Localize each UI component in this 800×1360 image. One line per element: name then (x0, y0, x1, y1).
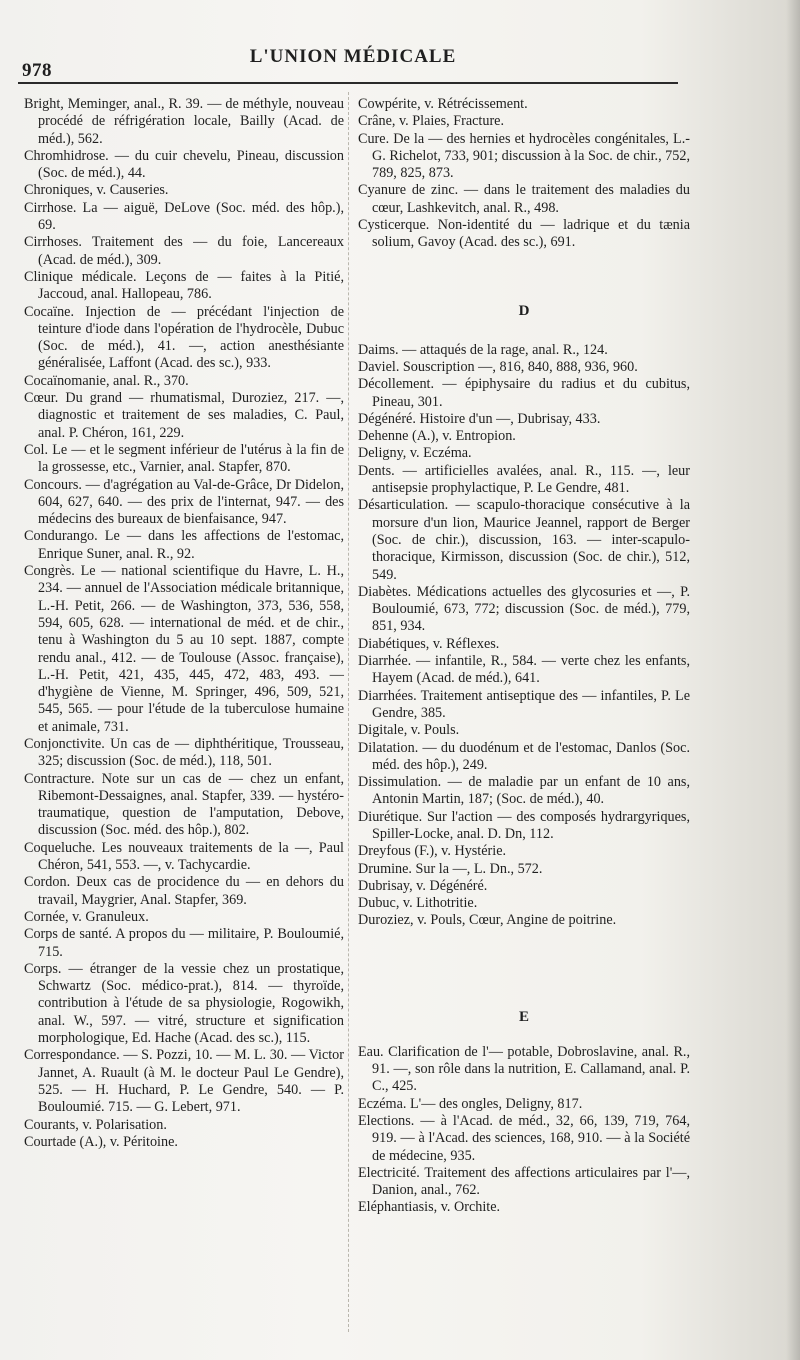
index-entry: Dégénéré. Histoire d'un —, Dubrisay, 433. (358, 410, 601, 427)
index-entry: Digitale, v. Pouls. (358, 722, 460, 739)
index-entry: Cyanure de zinc. — dans le traitement des maladies du cœur, Lashkevitch, anal. R., 498. (358, 182, 690, 216)
index-entry: Drumine. Sur la —, L. Dn., 572. (358, 860, 543, 877)
index-entry: Dehenne (A.), v. Entropion. (358, 428, 516, 445)
index-entry: Cirrhoses. Traitement des — du foie, Lancereaux (Acad. de méd.), 309. (24, 234, 344, 268)
index-entry: Diabètes. Médications actuelles des glycosuries et —, P. Bouloumié, 673, 772; discussion (Soc. de méd.), 779, 851, 934. (358, 583, 690, 635)
index-entry: Eczéma. L'— des ongles, Deligny, 817. (358, 1095, 583, 1112)
index-entry: Cornée, v. Granuleux. (24, 908, 149, 925)
index-entry: Cirrhose. La — aiguë, DeLove (Soc. méd. des hôp.), 69. (24, 199, 344, 234)
index-entry: Dubuc, v. Lithotritie. (358, 895, 478, 912)
index-entry: Deligny, v. Eczéma. (358, 445, 472, 462)
index-entry: Daviel. Souscription —, 816, 840, 888, 936, 960. (358, 358, 638, 375)
index-entry: Corps. — étranger de la vessie chez un prostatique, Schwartz (Soc. médico-prat.), 814. — thyroïde, contribution à l'étude de sa physiologie, Rogowikh, anal. W., 597. — vitré, structure et signification morphologique, Ed. Hache (Acad. des sc.), 115. (24, 960, 344, 1047)
index-entry: Diurétique. Sur l'action — des composés hydrargyriques, Spiller-Locke, anal. D. Dn, 112. (358, 808, 690, 842)
index-entry: Cocaïne. Injection de — précédant l'injection de teinture d'iode dans l'opération de l'hydrocèle, Dubuc (Soc. de méd.), 41. —, action anesthésiante généralisée, Laffont (Acad. des sc.), 933. (24, 303, 344, 372)
index-entry: Correspondance. — S. Pozzi, 10. — M. L. 30. — Victor Jannet, A. Ruault (à M. le docteur Paul Le Gendre), 525. — H. Huchard, P. Le Gendre, 540. — P. Bouloumié. 715. — G. Lebert, 971. (24, 1047, 344, 1116)
index-entry: Chromhidrose. — du cuir chevelu, Pineau, discussion (Soc. de méd.), 44. (24, 147, 344, 182)
index-entry: Diarrhée. — infantile, R., 584. — verte chez les enfants, Hayem (Acad. de méd.), 641. (358, 653, 690, 687)
spacer (358, 930, 690, 1002)
page-header (22, 44, 684, 81)
index-entry: Concours. — d'agrégation au Val-de-Grâce, Dr Didelon, 604, 627, 640. — des prix de l'internat, 947. — des médecins des bureaux de bienfaisance, 947. (24, 476, 344, 528)
index-entry: Clinique médicale. Leçons de — faites à la Pitié, Jaccoud, anal. Hallopeau, 786. (24, 268, 344, 303)
section-e (358, 1044, 690, 1217)
index-entry: Eau. Clarification de l'— potable, Dobroslavine, anal. R., 91. —, son rôle dans la nutrition, E. Callamand, anal. P. C., 425. (358, 1043, 690, 1095)
index-entry: Dubrisay, v. Dégénéré. (358, 877, 488, 894)
index-entry: Décollement. — épiphysaire du radius et du cubitus, Pineau, 301. (358, 376, 690, 410)
spacer (358, 1032, 690, 1044)
index-entry: Cœur. Du grand — rhumatismal, Duroziez, 217. —, diagnostic et traitement de ses maladies, C. Paul, anal. P. Chéron, 161, 229. (24, 390, 344, 441)
index-entry: Désarticulation. — scapulo-thoracique consécutive à la morsure d'un lion, Maurice Jeannel, rapport de Berger (Soc. de chir.), discussion, 163. — inter-scapulo-thoracique, Kirmisson, discussion (Soc. de chir.), 512, 549. (358, 497, 690, 583)
section-letter-e: E (518, 1008, 529, 1025)
spacer (358, 252, 690, 296)
index-entry: Daims. — attaqués de la rage, anal. R., 124. (358, 341, 608, 358)
right-column (358, 96, 690, 1217)
section-letter-d: D (518, 302, 530, 319)
index-entry: Coqueluche. Les nouveaux traitements de la —, Paul Chéron, 541, 553. —, v. Tachycardie. (24, 839, 344, 874)
page-edge-shadow (786, 0, 800, 1360)
left-column (24, 96, 344, 1151)
page-number: 978 (22, 60, 52, 81)
index-entry: Condurango. Le — dans les affections de l'estomac, Enrique Suner, anal. R., 92. (24, 528, 344, 562)
index-entry: Congrès. Le — national scientifique du Havre, L. H., 234. — annuel de l'Association médicale britannique, L.-H. Petit, 266. — de Washington, 373, 536, 558, 594, 605, 628. — international de méd. et de chir., tenu à Washington du 5 au 10 sept. 1887, compte rendu anal., 412. — de Toulouse (Assoc. française), L.-H. Petit, 421, 435, 445, 472, 483, 493. — d'hygiène de Vienne, M. Springer, 496, 509, 521, 545, 565. — pour l'étude de la tuberculose humaine et animale, 731. (24, 563, 344, 735)
column-divider (348, 92, 349, 1332)
index-entry: Contracture. Note sur un cas de — chez un enfant, Ribemont-Dessaignes, anal. Stapfer, 339. — hystéro-traumatique, question de l'amputation, Debove, discussion (Soc. méd. des hôp.), 802. (24, 770, 344, 839)
section-d (358, 342, 690, 930)
index-entry: Cocaïnomanie, anal. R., 370. (24, 372, 189, 389)
index-entry: Courtade (A.), v. Péritoine. (24, 1133, 178, 1150)
index-entry: Cure. De la — des hernies et hydrocèles congénitales, L.-G. Richelot, 733, 901; discussion à la Soc. de chir., 752, 789, 825, 873. (358, 130, 690, 182)
index-entry: Chroniques, v. Causeries. (24, 182, 169, 199)
header-rule (18, 82, 678, 84)
section-c-continued (358, 96, 690, 252)
index-entry: Dreyfous (F.), v. Hystérie. (358, 843, 507, 860)
index-entry: Dilatation. — du duodénum et de l'estomac, Danlos (Soc. méd. des hôp.), 249. (358, 739, 690, 773)
index-entry: Dissimulation. — de maladie par un enfant de 10 ans, Antonin Martin, 187; (Soc. de méd.), 40. (358, 774, 690, 808)
index-entry: Diabétiques, v. Réflexes. (358, 635, 500, 652)
index-entry: Cowpérite, v. Rétrécissement. (358, 96, 528, 112)
index-entry: Duroziez, v. Pouls, Cœur, Angine de poitrine. (358, 912, 617, 929)
index-entry: Dents. — artificielles avalées, anal. R., 115. —, leur antisepsie prophylactique, P. Le Gendre, 481. (358, 462, 690, 497)
spacer (358, 326, 690, 342)
index-entry: Eléphantiasis, v. Orchite. (358, 1199, 501, 1216)
index-entry: Courants, v. Polarisation. (24, 1116, 167, 1133)
index-entry: Corps de santé. A propos du — militaire, P. Bouloumié, 715. (24, 926, 344, 960)
index-entry: Bright, Meminger, anal., R. 39. — de méthyle, nouveau procédé de réfrigération locale, Bailly (Acad. de méd.), 562. (24, 96, 344, 147)
index-entry: Cordon. Deux cas de procidence du — en dehors du travail, Maygrier, Anal. Stapfer, 369. (24, 874, 344, 908)
index-entry: Cysticerque. Non-identité du — ladrique et du tænia solium, Gavoy (Acad. des sc.), 691. (358, 217, 690, 251)
index-entry: Col. Le — et le segment inférieur de l'utérus à la fin de la grossesse, etc., Varnier, anal. Stapfer, 870. (24, 441, 344, 476)
index-entry: Conjonctivite. Un cas de — diphthéritique, Trousseau, 325; discussion (Soc. de méd.), 118, 501. (24, 735, 344, 770)
index-entry: Crâne, v. Plaies, Fracture. (358, 113, 505, 130)
journal-title: L'UNION MÉDICALE (249, 46, 457, 67)
index-entry: Elections. — à l'Acad. de méd., 32, 66, 139, 719, 764, 919. — à l'Acad. des sciences, 168, 910. — à la Société de médecine, 935. (358, 1112, 690, 1164)
index-entry: Diarrhées. Traitement antiseptique des — infantiles, P. Le Gendre, 385. (358, 687, 690, 721)
index-entry: Electricité. Traitement des affections articulaires par l'—, Danion, anal., 762. (358, 1164, 690, 1199)
